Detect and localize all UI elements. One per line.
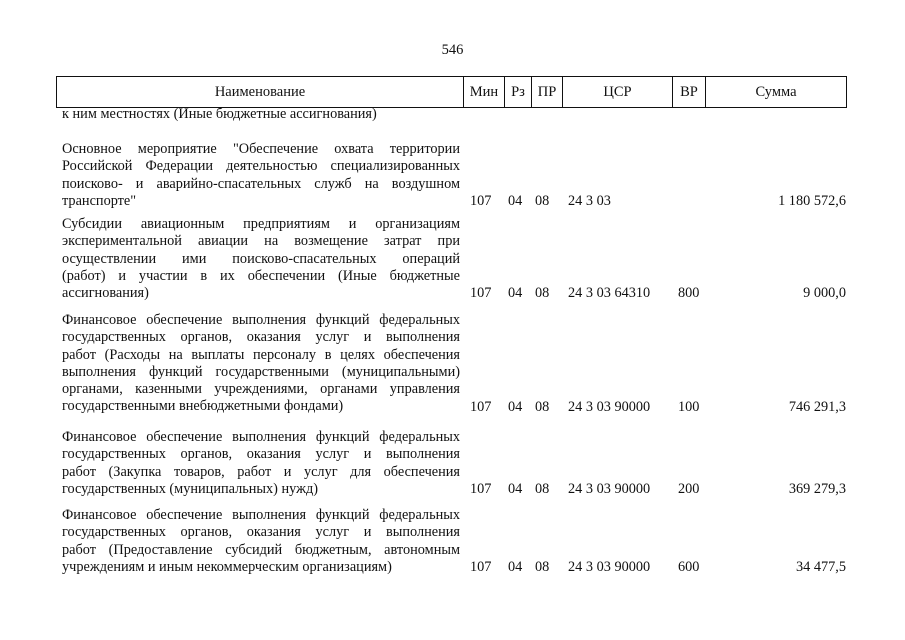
row-name-line: Основное мероприятие "Обеспечение охвата территории — [62, 141, 460, 157]
row-name-line: работ (Закупка товаров, работ и услуг для обеспечения — [62, 463, 460, 480]
header-min: Мин — [464, 77, 505, 108]
row-name — [62, 312, 460, 416]
header-vr: ВР — [673, 77, 706, 108]
row-vr: 200 — [678, 480, 700, 497]
row-csr: 24 3 03 90000 — [568, 558, 651, 575]
row-min: 107 — [470, 558, 492, 575]
row-name-line: экспериментальной авиации на возмещение затрат при — [62, 233, 460, 250]
row-name-line: государственных органов, оказания услуг и выполнения — [62, 329, 460, 346]
row-name-line: государственными внебюджетными фондами) — [62, 398, 344, 415]
row-name-line: государственных органов, оказания услуг и выполнения — [62, 524, 460, 541]
row-rz: 04 — [508, 558, 523, 575]
row-name-line: учреждениям и иным некоммерческим организациям) — [62, 558, 392, 575]
row-rz: 04 — [508, 398, 523, 415]
row-rz: 04 — [508, 285, 523, 302]
row-name — [62, 507, 460, 576]
row-name-line: ассигнования) — [62, 285, 149, 302]
row-min: 107 — [470, 285, 492, 302]
row-name-line: Финансовое обеспечение выполнения функций федеральных — [62, 312, 460, 328]
row-name-line: государственных органов, оказания услуг и выполнения — [62, 446, 460, 463]
row-rz: 04 — [508, 192, 523, 209]
table-header — [56, 76, 847, 108]
row-min: 107 — [470, 398, 492, 415]
row-pr: 08 — [535, 398, 550, 415]
row-name-line: выполнения функций государственными (муниципальными) — [62, 363, 460, 380]
row-name — [62, 141, 460, 210]
row-name-line: (работ) и участии в их обеспечении (Иные бюджетные — [62, 267, 460, 284]
row-sum: 746 291,3 — [788, 398, 846, 415]
row-name-line: Финансовое обеспечение выполнения функций федеральных — [62, 507, 460, 523]
row-name-line: Финансовое обеспечение выполнения функций федеральных — [62, 429, 460, 445]
row-name — [62, 216, 460, 302]
row-name-line: органами, казенными учреждениями, органами управления — [62, 381, 460, 398]
row-name — [62, 429, 460, 498]
continuation-text: к ним местностях (Иные бюджетные ассигнования) — [62, 106, 377, 122]
row-name-line: поисково- и аварийно-спасательных служб на воздушном — [62, 175, 460, 192]
row-csr: 24 3 03 64310 — [568, 285, 651, 302]
header-rz: Рз — [505, 77, 532, 108]
row-sum: 9 000,0 — [803, 285, 846, 302]
row-vr: 800 — [678, 285, 700, 302]
row-name-line: работ (Расходы на выплаты персоналу в целях обеспечения — [62, 346, 460, 363]
row-sum: 369 279,3 — [788, 480, 846, 497]
row-name-line: транспорте" — [62, 192, 137, 209]
row-csr: 24 3 03 90000 — [568, 480, 651, 497]
row-rz: 04 — [508, 480, 523, 497]
header-pr: ПР — [532, 77, 563, 108]
row-name-line: работ (Предоставление субсидий бюджетным, автономным — [62, 541, 460, 558]
header-csr: ЦСР — [563, 77, 673, 108]
row-name-line: Субсидии авиационным предприятиям и организациям — [62, 216, 460, 232]
row-name-line: Российской Федерации деятельностью специализированных — [62, 158, 460, 175]
row-min: 107 — [470, 192, 492, 209]
row-csr: 24 3 03 90000 — [568, 398, 651, 415]
page-number: 546 — [441, 42, 464, 58]
row-vr: 100 — [678, 398, 700, 415]
row-pr: 08 — [535, 192, 550, 209]
row-sum: 34 477,5 — [795, 558, 846, 575]
row-vr: 600 — [678, 558, 700, 575]
row-pr: 08 — [535, 558, 550, 575]
header-sum: Сумма — [706, 77, 847, 108]
row-name-line: государственных (муниципальных) нужд) — [62, 480, 319, 497]
row-pr: 08 — [535, 480, 550, 497]
header-name: Наименование — [57, 77, 464, 108]
row-name-line: осуществлении ими поисково-спасательных операций — [62, 250, 460, 267]
row-pr: 08 — [535, 285, 550, 302]
row-sum: 1 180 572,6 — [778, 192, 846, 209]
row-min: 107 — [470, 480, 492, 497]
row-csr: 24 3 03 — [568, 192, 611, 209]
